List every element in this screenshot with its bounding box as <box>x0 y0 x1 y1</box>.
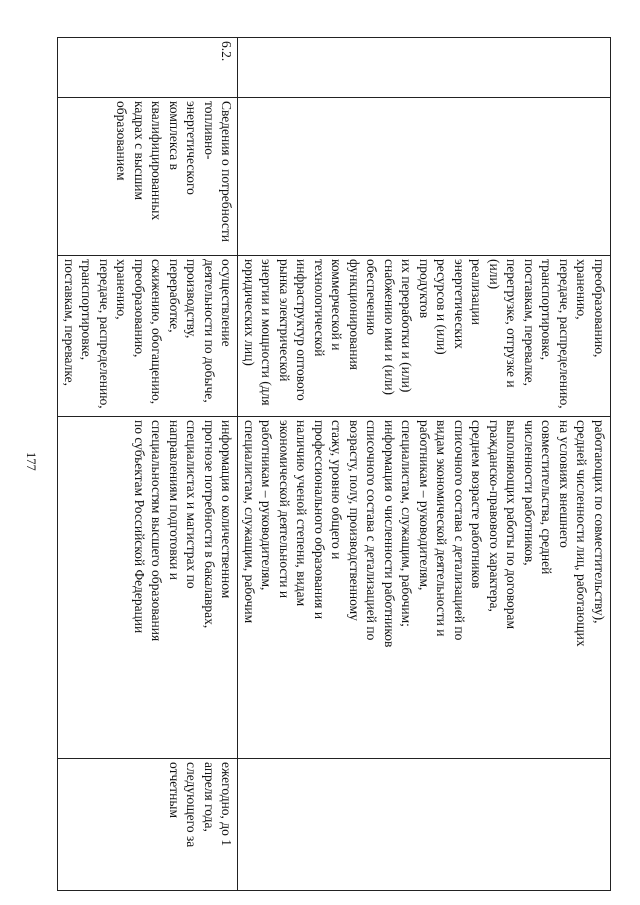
row-title: Сведения о потребности топливно-энергетического комплекса в квалифицированных кадрах с высшим образованием <box>114 101 235 243</box>
row-number-cell <box>238 38 611 98</box>
data-table <box>58 37 612 891</box>
page-number: 177 <box>24 452 38 471</box>
row-number: 6.2. <box>219 41 235 62</box>
activities-cell <box>238 256 611 417</box>
rotated-table-container <box>62 37 611 890</box>
deadline-cell <box>58 759 238 891</box>
row-activities: осуществление деятельности по добыче, производству, переработке, сжижению, обогащению, преобразованию, хранению, передаче, распределению, транспортировке, поставкам, перевалке, <box>62 259 235 409</box>
info-cell <box>238 417 611 759</box>
row-info: работающих по совместительству), средней численности лиц, работающих на условиях внешнего совместительства, средней численности работников, выполняющих работы по договорам гражданско-правового характера, среднем возрасте работников списочного состава с детализацией по видам экономической деятельности и работникам – руководителям, специалистам, служащим, рабочим; информация о численности работников списочного состава с детализацией по возрасту, полу, производственному стажу, уровню общего и профессионального образования и наличию ученой степени, видам экономической деятельности и работникам – руководителям, специалистам, служащим, рабочим <box>242 420 607 648</box>
row-number-cell <box>58 38 238 98</box>
deadline-cell <box>238 759 611 891</box>
info-cell <box>58 417 238 759</box>
table-row <box>58 38 238 891</box>
table-row <box>238 38 611 891</box>
row-deadline: ежегодно, до 1 апреля года, следующего за отчетным <box>167 762 235 848</box>
activities-cell <box>58 256 238 417</box>
title-cell <box>58 98 238 256</box>
row-info: информация о количественном прогнозе потребности в бакалаврах, специалистах и магистрах по направлениям подготовки и специальностям высшего образования по субъектам Российской Федерации <box>132 420 235 642</box>
title-cell <box>238 98 611 256</box>
row-activities: преобразованию, хранению, передаче, распределению, транспортировке, поставкам, перевалке, перегрузке, отгрузке и (или) реализации энергетических ресурсов и (или) продуктов их переработки и (или) снабжению ими и (или) обеспечению функционирования коммерческой и технологической инфраструктур оптового рынка электрической энергии и мощности (для юридических лиц) <box>242 259 607 409</box>
